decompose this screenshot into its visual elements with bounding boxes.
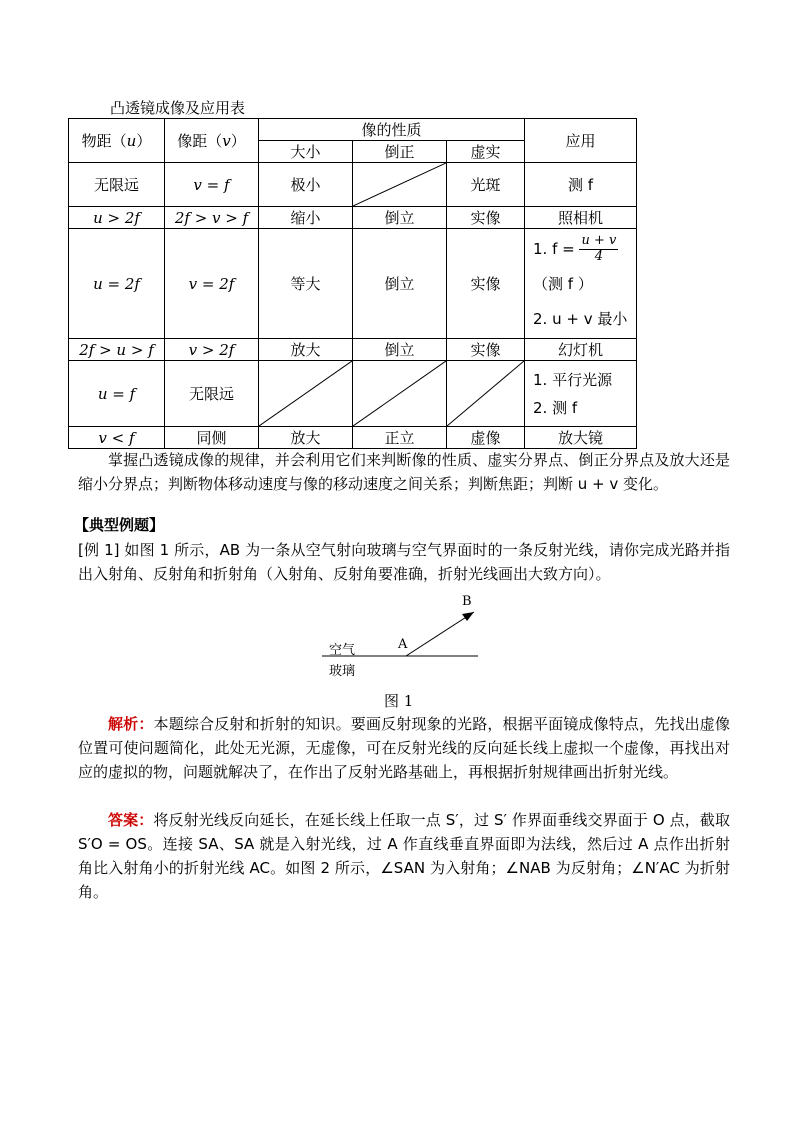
- cell-real: 实像: [447, 207, 525, 229]
- answer-text: 将反射光线反向延长，在延长线上任取一点 S′，过 S′ 作界面垂线交界面于 O 点，截取 S′O = OS。连接 SA、SA 就是入射光线，过 A 作直线垂直界面即为法线，然后过 A 点作出折射角比入射角小的折射光线 AC。如图 2 所示，∠SAN 为入射角；∠NAB 为反射角；∠N′AC 为折射角。: [78, 811, 730, 901]
- label-glass: 玻璃: [329, 664, 356, 679]
- label-b: B: [462, 594, 472, 609]
- cell-orient-empty: [353, 163, 447, 207]
- cell-u: u > 2f: [69, 207, 165, 229]
- app-line-2: 2. 测 f: [533, 398, 578, 417]
- figure-caption: 图 1: [384, 692, 414, 710]
- cell-orient: 倒立: [353, 229, 447, 339]
- cell-orient-empty: [353, 361, 447, 427]
- cell-real-empty: [447, 361, 525, 427]
- header-real-virtual: 虚实: [447, 141, 525, 163]
- diagonal-slash: [447, 361, 524, 426]
- table-row: [69, 163, 637, 207]
- cell-u: 无限远: [69, 163, 165, 207]
- cell-v: 同侧: [165, 427, 259, 449]
- cell-app: 幻灯机: [525, 339, 637, 361]
- app-line-2: （测 f ）: [533, 274, 593, 293]
- cell-v: v > 2f: [165, 339, 259, 361]
- table-row: [69, 361, 637, 427]
- cell-size: 等大: [259, 229, 353, 339]
- cell-real: 光斑: [447, 163, 525, 207]
- cell-u: v < f: [69, 427, 165, 449]
- header-image-distance: 像距（v）: [165, 119, 259, 163]
- cell-size: 极小: [259, 163, 353, 207]
- cell-orient: 倒立: [353, 339, 447, 361]
- cell-real: 虚像: [447, 427, 525, 449]
- table-caption: 凸透镜成像及应用表: [110, 99, 246, 117]
- analysis-label: 解析：: [108, 715, 154, 733]
- cell-real: 实像: [447, 229, 525, 339]
- cell-app-multi: [525, 361, 637, 427]
- reflected-ray: [406, 612, 474, 656]
- fraction: $\frac{u + v}{4}$: [581, 233, 617, 264]
- app-line-1: 1. f = $\frac{u + v}{4}$: [533, 233, 617, 264]
- cell-v: 2f > v > f: [165, 207, 259, 229]
- label-air: 空气: [329, 643, 356, 658]
- cell-size: 放大: [259, 427, 353, 449]
- cell-u: 2f > u > f: [69, 339, 165, 361]
- cell-v: v = 2f: [165, 229, 259, 339]
- label-a: A: [398, 637, 408, 652]
- cell-orient: 正立: [353, 427, 447, 449]
- cell-size: 放大: [259, 339, 353, 361]
- diagonal-slash: [353, 361, 446, 426]
- cell-v: 无限远: [165, 361, 259, 427]
- answer-label: 答案：: [108, 811, 154, 829]
- header-size: 大小: [259, 141, 353, 163]
- cell-size: 缩小: [259, 207, 353, 229]
- analysis-paragraph: [78, 712, 730, 784]
- cell-u: u = f: [69, 361, 165, 427]
- cell-app: 放大镜: [525, 427, 637, 449]
- summary-paragraph: 掌握凸透镜成像的规律，并会利用它们来判断像的性质、虚实分界点、倒正分界点及放大还是缩小分界点；判断物体移动速度与像的移动速度之间关系；判断焦距；判断 u + v 变化。: [78, 451, 730, 493]
- lens-imaging-table: [68, 118, 637, 449]
- header-application: 应用: [525, 119, 637, 163]
- app-line-3: 2. u + v 最小: [533, 309, 628, 328]
- cell-size-empty: [259, 361, 353, 427]
- cell-app: 测 f: [525, 163, 637, 207]
- app-line-1: 1. 平行光源: [533, 370, 613, 389]
- diagonal-slash: [353, 163, 446, 206]
- cell-app: 照相机: [525, 207, 637, 229]
- cell-app-multi: [525, 229, 637, 339]
- table-row: [69, 229, 637, 339]
- cell-u: u = 2f: [69, 229, 165, 339]
- cell-orient: 倒立: [353, 207, 447, 229]
- diagonal-slash: [259, 361, 352, 426]
- table-row: [69, 427, 637, 449]
- analysis-text: 本题综合反射和折射的知识。要画反射现象的光路，根据平面镜成像特点，先找出虚像位置可使问题简化，此处无光源，无虚像，可在反射光线的反向延长线上虚拟一个虚像，再找出对应的虚拟的物，问题就解决了，在作出了反射光路基础上，再根据折射规律画出折射光线。: [78, 715, 730, 781]
- cell-v: v = f: [165, 163, 259, 207]
- table-row: [69, 339, 637, 361]
- answer-paragraph: [78, 808, 730, 904]
- section-title: 【典型例题】: [74, 516, 165, 534]
- header-orientation: 倒正: [353, 141, 447, 163]
- header-nature: 像的性质: [259, 119, 525, 141]
- table-row: [69, 207, 637, 229]
- header-object-distance: 物距（u）: [69, 119, 165, 163]
- cell-real: 实像: [447, 339, 525, 361]
- example-paragraph: [例 1] 如图 1 所示，AB 为一条从空气射向玻璃与空气界面时的一条反射光线，请你完成光路并指出入射角、反射角和折射角（入射角、反射角要准确，折射光线画出大致方向）。: [78, 541, 730, 583]
- arrow-head: [462, 612, 474, 621]
